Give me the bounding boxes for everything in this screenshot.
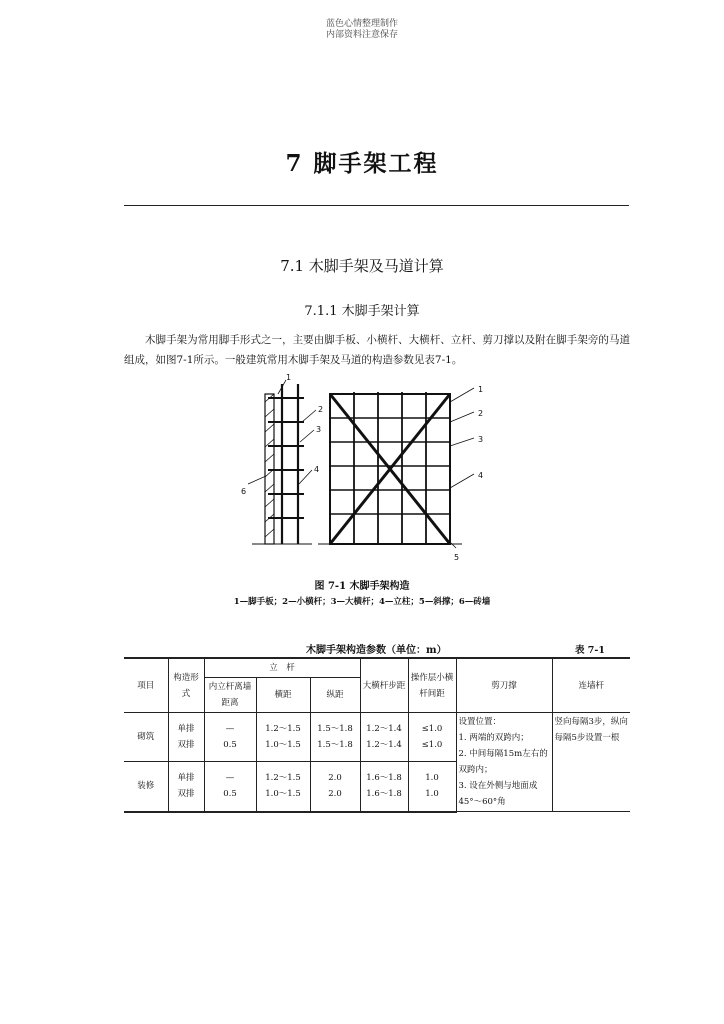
front-leader-4 <box>450 474 474 488</box>
chapter-title: 7 脚手架工程 <box>285 150 439 177</box>
table-header-row <box>124 658 630 678</box>
row-small-bar: ≤1.0 ≤1.0 <box>408 713 456 762</box>
figure-legend: 1—脚手板；2—小横杆；3—大横杆；4—立柱；5—斜撑；6—砖墙 <box>233 597 491 607</box>
watermark-line-1: 蓝色心情整理制作 <box>325 19 398 29</box>
side-leader-4 <box>299 470 312 484</box>
front-leader-2 <box>450 412 474 422</box>
front-label-3: 3 <box>478 435 484 444</box>
header-pole: 立 杆 <box>204 658 360 678</box>
side-label-1: 1 <box>286 373 292 382</box>
header-longitudinal: 纵距 <box>310 678 360 713</box>
header-transverse: 横距 <box>256 678 310 713</box>
header-scissor: 剪刀撑 <box>456 658 552 713</box>
front-label-1: 1 <box>478 385 484 394</box>
side-label-4: 4 <box>314 465 320 474</box>
watermark-line-2: 内部资料注意保存 <box>325 30 398 40</box>
table-number: 表 7-1 <box>575 645 605 656</box>
side-label-2: 2 <box>318 405 324 414</box>
row-form: 单排 双排 <box>168 762 204 812</box>
header-small-bar: 操作层小横杆间距 <box>408 658 456 713</box>
row-form: 单排 双排 <box>168 713 204 762</box>
header-inner-pole-dist: 内立杆离墙距离 <box>204 678 256 713</box>
row-longitudinal: 2.0 2.0 <box>310 762 360 812</box>
front-leader-5 <box>438 530 456 548</box>
tie-cell: 竖向每隔3步，纵向每隔5步设置一根 <box>552 713 630 812</box>
front-label-5: 5 <box>454 553 460 562</box>
row-longitudinal: 1.5～1.8 1.5～1.8 <box>310 713 360 762</box>
scissor-cell: 设置位置： 1. 两端的双跨内； 2. 中间每隔15m左右的双跨内； 3. 设在外侧与地面成45°～60°角 <box>456 713 552 812</box>
front-leader-1 <box>450 388 474 402</box>
scaffold-front-view <box>318 388 474 548</box>
side-leader-3 <box>300 430 314 442</box>
row-item: 砌筑 <box>124 713 168 762</box>
table-title: 木脚手架构造参数（单位：m） <box>306 645 447 656</box>
front-label-2: 2 <box>478 409 484 418</box>
front-leader-3 <box>450 438 474 446</box>
header-tie: 连墙杆 <box>552 658 630 713</box>
side-leader-6 <box>248 476 266 484</box>
scaffold-side-view <box>248 380 316 544</box>
row-inner: — 0.5 <box>204 762 256 812</box>
header-big-bar: 大横杆步距 <box>360 658 408 713</box>
table-row <box>124 713 630 762</box>
side-label-3: 3 <box>316 425 322 434</box>
side-leader-2 <box>302 410 316 422</box>
side-label-6: 6 <box>241 487 247 496</box>
row-item: 装修 <box>124 762 168 812</box>
row-transverse: 1.2～1.5 1.0～1.5 <box>256 762 310 812</box>
row-inner: — 0.5 <box>204 713 256 762</box>
watermark <box>0 19 724 41</box>
chapter-divider <box>124 205 629 206</box>
figure-caption: 图 7-1 木脚手架构造 <box>314 581 410 592</box>
intro-paragraph: 木脚手架为常用脚手形式之一，主要由脚手板、小横杆、大横杆、立杆、剪刀撑以及附在脚手架旁的马道组成，如图7-1所示。一般建筑常用木脚手架及马道的构造参数见表7-1。 <box>124 334 630 366</box>
row-big-bar: 1.6～1.8 1.6～1.8 <box>360 762 408 812</box>
header-item: 项目 <box>124 658 168 713</box>
parameter-table <box>124 657 630 813</box>
scaffold-figure <box>238 372 498 572</box>
section-title: 7.1 木脚手架及马道计算 <box>280 257 444 275</box>
row-big-bar: 1.2～1.4 1.2～1.4 <box>360 713 408 762</box>
header-form: 构造形式 <box>168 658 204 713</box>
row-small-bar: 1.0 1.0 <box>408 762 456 812</box>
subsection-title: 7.1.1 木脚手架计算 <box>304 304 420 319</box>
front-label-4: 4 <box>478 471 484 480</box>
row-transverse: 1.2～1.5 1.0～1.5 <box>256 713 310 762</box>
